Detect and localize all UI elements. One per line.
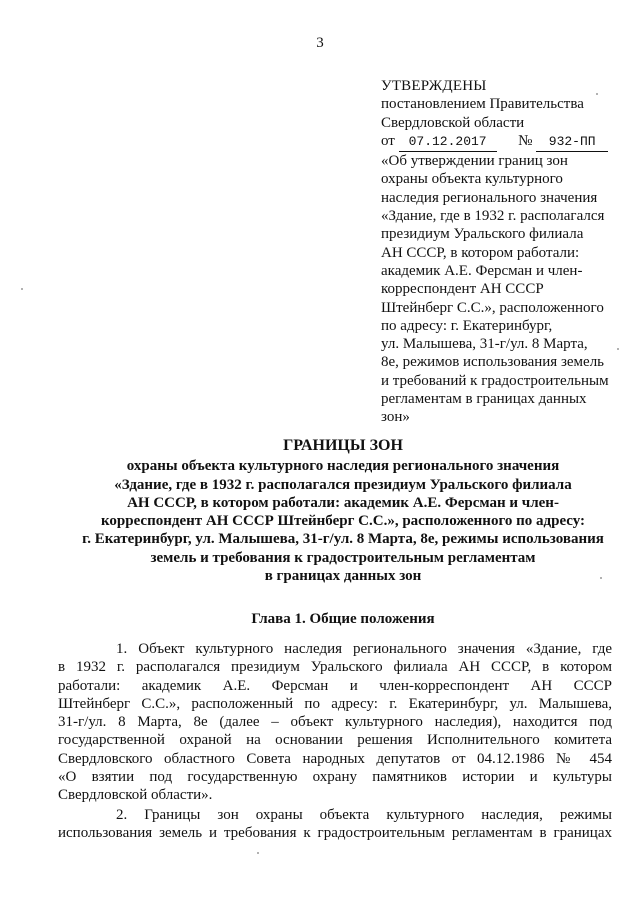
body-text	[58, 640, 612, 842]
paragraph-2	[58, 806, 612, 843]
approval-subject-line: академик А.Е. Ферсман и член-	[381, 262, 583, 279]
title-line: г. Екатеринбург, ул. Малышева, 31-г/ул. 8 Марта, 8е, режимы использования	[82, 531, 604, 548]
title-line: корреспондент АН СССР Штейнберг С.С.», расположенного по адресу:	[100, 513, 586, 530]
approval-subject-line: корреспондент АН СССР	[381, 281, 544, 298]
paragraph-line: «О взятии под государственную охрану памятников истории и культуры	[58, 769, 612, 786]
document-title	[55, 437, 631, 585]
scan-speck	[596, 93, 598, 95]
approval-subject-line: президиум Уральского филиала	[381, 226, 584, 243]
scan-speck	[21, 288, 23, 290]
paragraph-1	[58, 640, 612, 805]
date-prefix: от	[381, 132, 395, 149]
approval-subject-line: ул. Малышева, 31-г/ул. 8 Марта,	[381, 336, 588, 353]
approval-subject-line: АН СССР, в котором работали:	[381, 244, 580, 261]
paragraph-line: 2. Границы зон охраны объекта культурного наследия, режимы	[116, 806, 612, 823]
approval-subject-line: «Здание, где в 1932 г. располагался	[381, 208, 605, 225]
approval-line: Свердловской области	[381, 114, 525, 131]
paragraph-line: работали: академик А.Е. Ферсман и член-корреспондент АН СССР	[58, 677, 612, 694]
title-line: земель и требования к градостроительным регламентам	[150, 549, 536, 566]
scan-speck	[600, 577, 602, 579]
approval-date-line	[381, 132, 619, 152]
approval-subject-line: и требований к градостроительным	[381, 372, 609, 389]
title-line: охраны объекта культурного наследия регионального значения	[126, 458, 560, 475]
approval-block	[381, 77, 619, 427]
paragraph-line: 31-г/ул. 8 Марта, 8е (далее – объект культурного наследия), находится под	[58, 714, 612, 731]
approval-number: 932-ПП	[536, 133, 608, 152]
page-number: 3	[316, 35, 324, 51]
title-line: «Здание, где в 1932 г. располагался президиум Уральского филиала	[114, 476, 572, 493]
title-line: АН СССР, в котором работали: академик А.Е. Ферсман и член-	[127, 494, 559, 511]
approval-subject-line: 8е, режимов использования земель	[381, 354, 605, 371]
scan-speck	[617, 348, 619, 350]
number-prefix: №	[518, 132, 533, 149]
paragraph-line: Свердловской области».	[58, 787, 213, 804]
approval-date: 07.12.2017	[399, 133, 497, 152]
approval-subject-line: зон»	[381, 409, 410, 426]
paragraph-line: Свердловского областного Совета народных депутатов от 04.12.1986 № 454	[58, 750, 612, 767]
approval-subject-line: наследия регионального значения	[381, 189, 598, 206]
approval-subject-line: «Об утверждении границ зон	[381, 153, 568, 170]
paragraph-line: 1. Объект культурного наследия регионального значения «Здание, где	[116, 641, 612, 657]
approval-heading: УТВЕРЖДЕНЫ	[381, 78, 487, 94]
paragraph-line: Штейнберг С.С.», расположенный по адресу: г. Екатеринбург, ул. Малышева,	[58, 695, 612, 712]
paragraph-line: государственной охраной на основании решения Исполнительного комитета	[58, 732, 612, 749]
scan-speck	[257, 852, 259, 854]
approval-subject-line: Штейнберг С.С.», расположенного	[381, 299, 604, 316]
chapter-heading: Глава 1. Общие положения	[251, 611, 435, 627]
paragraph-line: использования земель и требования к градостроительным регламентам в границах	[58, 824, 612, 841]
paragraph-line: в 1932 г. располагался президиум Уральского филиала АН СССР, в котором	[58, 659, 612, 676]
approval-subject-line: охраны объекта культурного	[381, 171, 563, 188]
title-line: в границах данных зон	[264, 568, 422, 585]
title-main: ГРАНИЦЫ ЗОН	[283, 437, 403, 454]
approval-subject-line: регламентам в границах данных	[381, 391, 587, 408]
approval-subject-line: по адресу: г. Екатеринбург,	[381, 317, 553, 334]
approval-line: постановлением Правительства	[381, 96, 584, 113]
